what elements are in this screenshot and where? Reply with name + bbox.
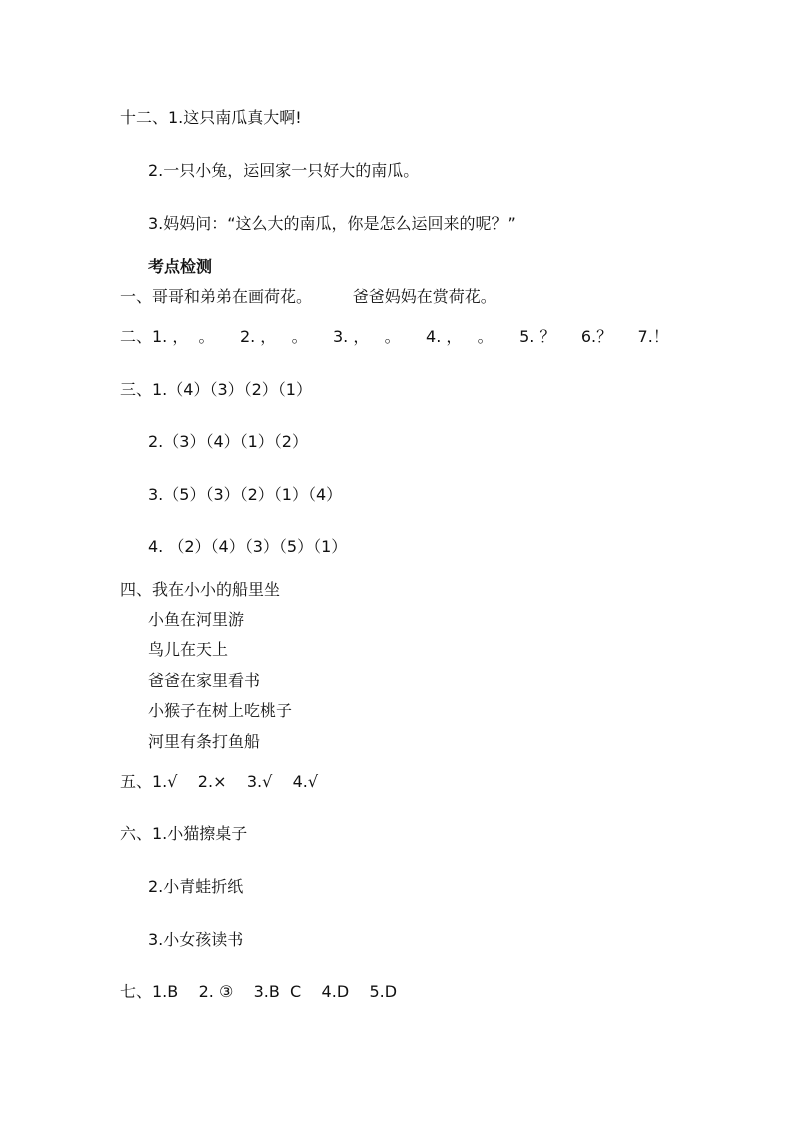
- answer-4-3: 鸟儿在天上: [148, 640, 229, 659]
- answer-12-2: 2.一只小兔，运回家一只好大的南瓜。: [148, 161, 420, 180]
- answer-7: 七、1.B 2. ③ 3.B C 4.D 5.D: [120, 982, 398, 1001]
- answer-5: 五、1.√ 2.× 3.√ 4.√: [120, 772, 319, 791]
- answer-4-6: 河里有条打鱼船: [148, 732, 261, 751]
- answer-4-5: 小猴子在树上吃桃子: [148, 701, 293, 720]
- answer-4-1: 四、我在小小的船里坐: [120, 580, 281, 599]
- answer-6-2: 2.小青蛙折纸: [148, 877, 244, 896]
- answer-6-1: 六、1.小猫擦桌子: [120, 824, 248, 843]
- answer-2: 二、1. ， 。 2. ， 。 3. ， 。 4. ， 。 5. ？ 6.？ 7.！: [120, 327, 669, 346]
- answer-12-3: 3.妈妈问：“这么大的南瓜，你是怎么运回来的呢？”: [148, 214, 516, 233]
- answer-3-1: 三、1.（4）（3）（2）（1）: [120, 380, 312, 399]
- answer-3-4: 4. （2）（4）（3）（5）（1）: [148, 537, 348, 556]
- answer-12-1: 十二、1.这只南瓜真大啊!: [120, 108, 302, 127]
- answer-6-3: 3.小女孩读书: [148, 930, 244, 949]
- answer-3-3: 3.（5）（3）（2）（1）（4）: [148, 485, 343, 504]
- answer-1: 一、哥哥和弟弟在画荷花。 爸爸妈妈在赏荷花。: [120, 287, 497, 306]
- answer-4-2: 小鱼在河里游: [148, 610, 245, 629]
- section-heading: 考点检测: [148, 257, 213, 276]
- answer-3-2: 2.（3）（4）（1）（2）: [148, 432, 308, 451]
- answer-4-4: 爸爸在家里看书: [148, 671, 261, 690]
